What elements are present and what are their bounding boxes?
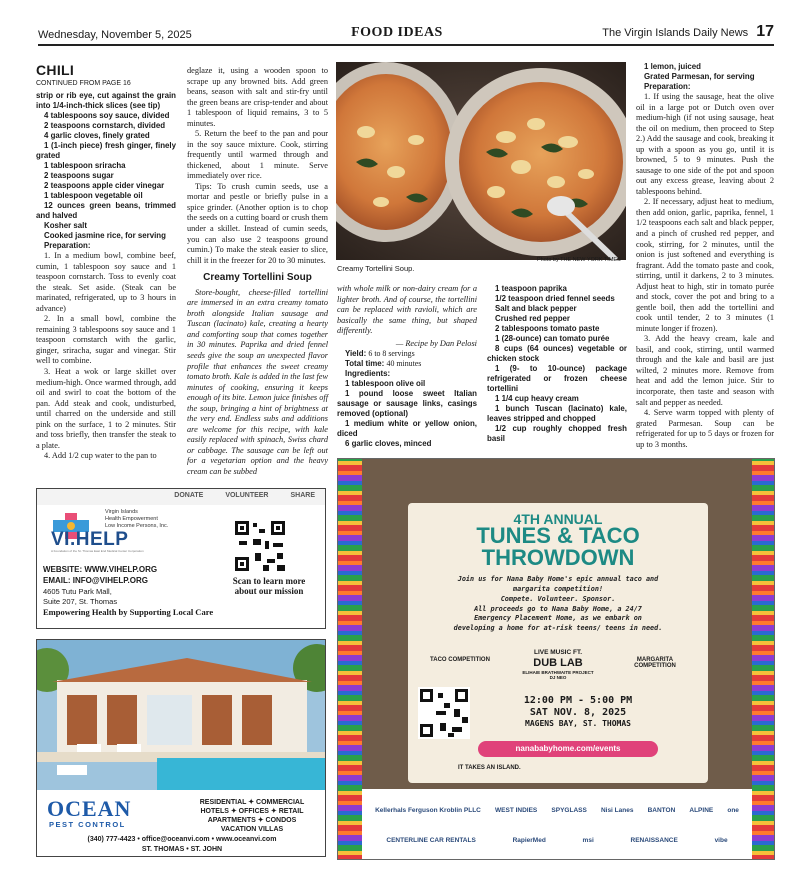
vihelp-logo-sub: A Foundation of the St. Thomas East End Medical Center Corporation bbox=[51, 549, 144, 553]
tortellini-steps bbox=[636, 92, 774, 450]
band-name: DUB LAB bbox=[533, 656, 583, 669]
chili-ingredient: 12 ounces green beans, trimmed and halved bbox=[36, 200, 176, 221]
tunes-taco-ad[interactable] bbox=[337, 458, 775, 860]
vihelp-address-2: Suite 207, St. Thomas bbox=[43, 596, 118, 606]
event-place: MAGENS BAY, ST. THOMAS bbox=[525, 719, 631, 728]
vihelp-website[interactable]: WEBSITE: WWW.VIHELP.ORG bbox=[43, 565, 158, 574]
sponsor-logos bbox=[368, 795, 746, 855]
tortellini-intro-b: with whole milk or non-dairy cream for a lighter broth. And of course, the tortellini can be replaced with ravioli, which are basically the same thing, but shaped differently. bbox=[337, 284, 477, 336]
chili-ingredient: strip or rib eye, cut against the grain into 1/4-inch-thick slices (see tip) bbox=[36, 90, 176, 110]
ocean-locations: ST. THOMAS • ST. JOHN bbox=[141, 846, 223, 853]
soup-bowls-illustration bbox=[336, 62, 626, 260]
issue-date: Wednesday, November 5, 2025 bbox=[38, 29, 192, 41]
chili-col1-content bbox=[36, 91, 176, 462]
volunteer-link[interactable]: VOLUNTEER bbox=[225, 492, 269, 499]
vihelp-nav bbox=[37, 489, 325, 505]
ocean-service-4: VACATION VILLAS bbox=[220, 826, 284, 834]
time-value: 40 minutes bbox=[386, 359, 422, 369]
event-title-1: TUNES & TACO bbox=[476, 523, 640, 548]
tortellini-ingredient: 2 tablespoons tomato paste bbox=[495, 324, 600, 334]
tortellini-column-4 bbox=[487, 284, 627, 445]
event-annual: 4TH ANNUAL bbox=[513, 511, 603, 527]
ocean-service-3: APARTMENTS ✦ CONDOS bbox=[207, 817, 297, 825]
event-date: SAT NOV. 8, 2025 bbox=[529, 707, 627, 718]
tortellini-ingredient: Crushed red pepper bbox=[495, 314, 570, 324]
event-tagline: IT TAKES AN ISLAND. bbox=[458, 765, 521, 771]
sponsor-logo: SPYGLASS bbox=[551, 806, 587, 814]
chili-step: 5. Return the beef to the pan and pour in the soy sauce mixture. Cook, stirring frequently until warmed through and thickened, about 1 minute. Serve immediately over rice. bbox=[187, 129, 328, 181]
ocean-service-2: HOTELS ✦ OFFICES ✦ RETAIL bbox=[200, 808, 304, 816]
ocean-pest-ad[interactable] bbox=[36, 639, 326, 857]
sponsor-logo: Kellerhals Ferguson Kroblin PLLC bbox=[375, 806, 481, 814]
chili-ingredient: 4 tablespoons soy sauce, divided bbox=[44, 110, 170, 120]
band-sub: ELIHAIE BRATHWAITE PROJECT bbox=[522, 669, 594, 675]
sponsor-logo: CENTERLINE CAR RENTALS bbox=[386, 836, 476, 844]
tortellini-ingredient: 1 teaspoon paprika bbox=[495, 284, 567, 293]
continued-note: CONTINUED FROM PAGE 16 bbox=[36, 79, 131, 87]
tortellini-ingredient: Salt and black pepper bbox=[495, 304, 577, 314]
event-url-button[interactable]: nanababyhome.com/events bbox=[478, 741, 658, 757]
chili-column-2 bbox=[187, 66, 328, 477]
ocean-service-1: RESIDENTIAL ✦ COMMERCIAL bbox=[199, 799, 305, 806]
dj-name: DJ NEO bbox=[549, 675, 567, 681]
tortellini-column-3 bbox=[337, 284, 477, 450]
chili-step: Tips: To crush cumin seeds, use a mortar and pestle or briefly pulse in a spice grinder. (Another option is to chop the seeds on a cutting board or crush them under a skillet. Instead of cumin seeds, you can also use 2 teaspoons ground cumin.) To make the steak easier to slice, chill it in the freezer for 20 to 30 minutes. bbox=[187, 181, 328, 265]
live-music bbox=[498, 649, 618, 681]
vihelp-ad[interactable] bbox=[36, 488, 326, 629]
time-line bbox=[337, 359, 477, 369]
event-intro-1: Join us for Nana Baby Home's epic annual taco and bbox=[457, 575, 659, 583]
vihelp-qr-code[interactable] bbox=[233, 519, 287, 573]
live-music-label: LIVE MUSIC FT. bbox=[533, 649, 583, 656]
tortellini-ingredient: 6 garlic cloves, minced bbox=[345, 439, 432, 449]
sponsor-logo: RENAISSANCE bbox=[630, 836, 678, 844]
chili-ingredient: 4 garlic cloves, finely grated bbox=[44, 130, 150, 140]
chili-ingredient: 1 (1-inch piece) fresh ginger, finely grated bbox=[36, 140, 176, 160]
sponsor-logo: msi bbox=[582, 836, 594, 844]
time-label: Total time: bbox=[345, 359, 385, 369]
sponsor-logo: one bbox=[727, 806, 739, 814]
ocean-brand: OCEAN bbox=[47, 796, 132, 821]
ocean-services bbox=[187, 798, 317, 834]
chili-ingredient: Cooked jasmine rice, for serving bbox=[44, 231, 166, 241]
section-title: FOOD IDEAS bbox=[351, 25, 443, 40]
sponsor-logo: RapierMed bbox=[512, 836, 546, 844]
chili-step: 3. Heat a wok or large skillet over medium-high. Once warmed through, add oil and swirl to coat the bottom of the pan. Add steak and cook, undisturbed, until charred on the underside and still pink on the surface, 1 to 2 minutes. Stir and toss briefly, then transfer the steak to a plate. bbox=[36, 366, 176, 450]
tortellini-ingredients-b bbox=[487, 284, 627, 445]
sponsor-logo: Nisi Lanes bbox=[600, 806, 634, 814]
tortellini-ingredient: 1 pound loose sweet Italian sausage or sausage links, casings removed (optional) bbox=[337, 389, 477, 419]
tortellini-title: Creamy Tortellini Soup bbox=[203, 272, 312, 284]
tortellini-ingredient: 1 lemon, juiced bbox=[644, 62, 702, 71]
org-line-3: Low Income Persons, Inc. bbox=[105, 522, 169, 529]
chili-ingredient: Kosher salt bbox=[44, 221, 87, 231]
recipe-credit: — Recipe by Dan Pelosi bbox=[395, 338, 477, 348]
chili-col2-content bbox=[187, 66, 328, 266]
event-title-2: THROWDOWN bbox=[481, 545, 635, 570]
tortellini-ingredient: 1/2 cup roughly chopped fresh basil bbox=[487, 424, 627, 444]
chili-kicker: CHILI bbox=[36, 62, 75, 78]
taco-competition: TACO COMPETITION bbox=[430, 657, 490, 663]
event-time: 12:00 PM - 5:00 PM bbox=[523, 695, 633, 706]
event-cta: Compete. Volunteer. Sponsor. bbox=[500, 594, 616, 603]
tortellini-ingredient: 1 medium white or yellow onion, diced bbox=[337, 419, 477, 439]
soup-photo bbox=[336, 62, 626, 260]
page-number: 17 bbox=[756, 23, 774, 40]
chili-ingredient: 2 teaspoons cornstarch, divided bbox=[44, 120, 166, 130]
ocean-contact[interactable]: (340) 777-4423 • office@oceanvi.com • www.oceanvi.com bbox=[87, 836, 277, 843]
villa-pool-illustration bbox=[37, 640, 326, 800]
ingredients-heading: Ingredients: bbox=[345, 369, 391, 379]
sponsor-logo: WEST INDIES bbox=[495, 806, 538, 814]
chili-paragraph: deglaze it, using a wooden spoon to scrape up any browned bits. Add green beans, season with salt and stir-fry until the green beans are crisp-tender and about 1 tablespoon of liquid remains, 3 to 5 minutes. bbox=[187, 66, 328, 128]
vihelp-org-name bbox=[105, 509, 168, 530]
tortellini-ingredient: Grated Parmesan, for serving bbox=[644, 72, 755, 82]
sponsor-logo: vibe bbox=[714, 836, 728, 844]
tortellini-step: 1. If using the sausage, heat the olive oil in a large pot or Dutch oven over medium-high (if not using sausage, heat the oil on medium, then proceed to Step 2.) Add the sausage and cook, breaking it up with a spoon as you go, until it is browned, 5 to 9 minutes. Push the sausage to one side of the pot and spoon out any excess grease, leaving about 2 tablespoons behind. bbox=[636, 92, 774, 196]
serape-stripe-right bbox=[750, 459, 774, 860]
vihelp-email[interactable]: EMAIL: INFO@VIHELP.ORG bbox=[43, 575, 148, 585]
donate-link[interactable]: DONATE bbox=[174, 492, 204, 499]
tortellini-ingredients-c bbox=[636, 62, 774, 82]
event-description bbox=[414, 575, 702, 634]
tortellini-step: 4. Serve warm topped with plenty of grated Parmesan. Soup can be refrigerated for up to 5 days or frozen for up to 3 months. bbox=[636, 408, 774, 449]
vihelp-logo-text: VI.HELP bbox=[51, 529, 129, 550]
share-link[interactable]: SHARE bbox=[290, 492, 315, 499]
ocean-brand-sub: PEST CONTROL bbox=[49, 820, 126, 829]
tortellini-ingredient: 1 (9- to 10-ounce) package refrigerated or frozen cheese tortellini bbox=[487, 364, 627, 394]
tortellini-step: 2. If necessary, adjust heat to medium, then add onion, garlic, paprika, fennel, 1 1/2 teaspoons each salt and black pepper, and a pinch of crushed red pepper, and cook, stirring, for 2 minutes, until the onion is just softened and everything is fragrant. Add the tomato paste and cook, stirring, until it darkens, 2 to 3 minutes. Adjust heat to high, stir in tomato purée and stock, cover the pot and bring to a gentle boil, then add the tortellini and cook until tender, 2 to 3 minutes (1 minute longer if frozen). bbox=[636, 197, 774, 333]
tortellini-ingredient: 1 bunch Tuscan (lacinato) kale, leaves stripped and chopped bbox=[487, 404, 627, 424]
yield-line bbox=[337, 349, 477, 359]
tortellini-ingredient: 1 (28-ounce) can tomato purée bbox=[495, 334, 610, 344]
event-qr-code[interactable] bbox=[418, 687, 470, 739]
margarita-competition: MARGARITA COMPETITION bbox=[634, 657, 676, 669]
chili-ingredient: 1 tablespoon sriracha bbox=[44, 160, 126, 170]
yield-label: Yield: bbox=[345, 349, 367, 359]
event-desc-1: All proceeds go to Nana Baby Home, a 24/7 bbox=[474, 604, 642, 613]
event-details bbox=[478, 695, 678, 729]
serape-stripe-left bbox=[338, 459, 362, 860]
chili-column-1 bbox=[36, 62, 176, 462]
chili-step: 4. Add 1/2 cup water to the pan to bbox=[44, 451, 157, 461]
preparation-heading: Preparation: bbox=[644, 82, 691, 92]
chili-ingredient: 2 teaspoons apple cider vinegar bbox=[44, 180, 165, 190]
chili-ingredient: 2 teaspoons sugar bbox=[44, 170, 114, 180]
org-line-2: Health Empowerment bbox=[105, 515, 158, 522]
tortellini-ingredient: 1/2 teaspoon dried fennel seeds bbox=[495, 294, 615, 304]
tortellini-ingredients-a bbox=[337, 379, 477, 449]
tortellini-column-5 bbox=[636, 62, 774, 450]
yield-value: 6 to 8 servings bbox=[368, 349, 415, 359]
vihelp-contact bbox=[43, 565, 157, 607]
vihelp-tagline: Empowering Health by Supporting Local Care bbox=[43, 607, 214, 617]
photo-caption: Creamy Tortellini Soup. bbox=[337, 264, 415, 273]
tortellini-step: 3. Add the heavy cream, kale and basil, and cook, stirring, until warmed through and the kale and basil are just wilted, 2 minutes more. Remove from heat and add the lemon juice. Stir to incorporate, then taste and season with salt and pepper as needed. bbox=[636, 334, 774, 407]
tortellini-ingredient: 1 tablespoon olive oil bbox=[345, 379, 426, 389]
chili-ingredient: Preparation: bbox=[44, 241, 91, 251]
tortellini-intro-a: Store-bought, cheese-filled tortellini are immersed in an extra creamy tomato broth alongside Italian sausage and Tuscan (lacinato) kale, creating a hearty and comforting soup that comes together in 30 minutes. Paprika and dried fennel seeds give the soup an unexpected flavor profile that enhances the sweet creamy tomato broth. Kale is added in the last few minutes of cooking, ensuring it keeps enough of its bite. Lemon juice finishes off the soup, bringing a hint of brightness at the very end. Endless subs and additions are welcome for this recipe, with kale easily replaced with spinach, Swiss chard or cabbage. The sausage can be left out for a vegetarian option and the heavy cream can be subbed bbox=[187, 287, 328, 476]
chili-step: 2. In a small bowl, combine the remaining 3 tablespoons soy sauce and 1 teaspoon cornstarch with the garlic, ginger, sriracha, sugar and vinegar. Stir well to combine. bbox=[36, 314, 176, 366]
photo-credit: Photo by THE NEW YORK TIMES bbox=[537, 257, 621, 263]
publication-name: The Virgin Islands Daily News bbox=[602, 27, 749, 39]
tortellini-ingredient: 1 1/4 cup heavy cream bbox=[495, 394, 579, 404]
sponsor-logo: ALPINE bbox=[689, 806, 714, 814]
event-desc-2: Emergency Placement Home, as we embark on bbox=[474, 614, 642, 623]
event-intro-2: margarita competition! bbox=[512, 584, 604, 593]
event-desc-3: developing a home for at-risk teens/ teens in need. bbox=[453, 624, 663, 633]
sponsor-logo: BANTON bbox=[647, 806, 676, 814]
page-header bbox=[38, 24, 774, 46]
publication-info bbox=[602, 23, 774, 41]
vihelp-scan-text: Scan to learn more about our mission bbox=[232, 576, 306, 596]
tortellini-ingredient: 8 cups (64 ounces) vegetable or chicken stock bbox=[487, 344, 627, 364]
chili-step: 1. In a medium bowl, combine beef, cumin, 1 tablespoon soy sauce and 1 teaspoon cornstarch. Toss to evenly coat the steak. Set aside. (Steak can be marinated, refrigerated, up to 3 hours in advance) bbox=[36, 251, 176, 313]
org-line-1: Virgin Islands bbox=[105, 509, 138, 515]
chili-ingredient: 1 tablespoon vegetable oil bbox=[44, 190, 143, 200]
vihelp-address-1: 4605 Tutu Park Mall, bbox=[43, 586, 112, 596]
